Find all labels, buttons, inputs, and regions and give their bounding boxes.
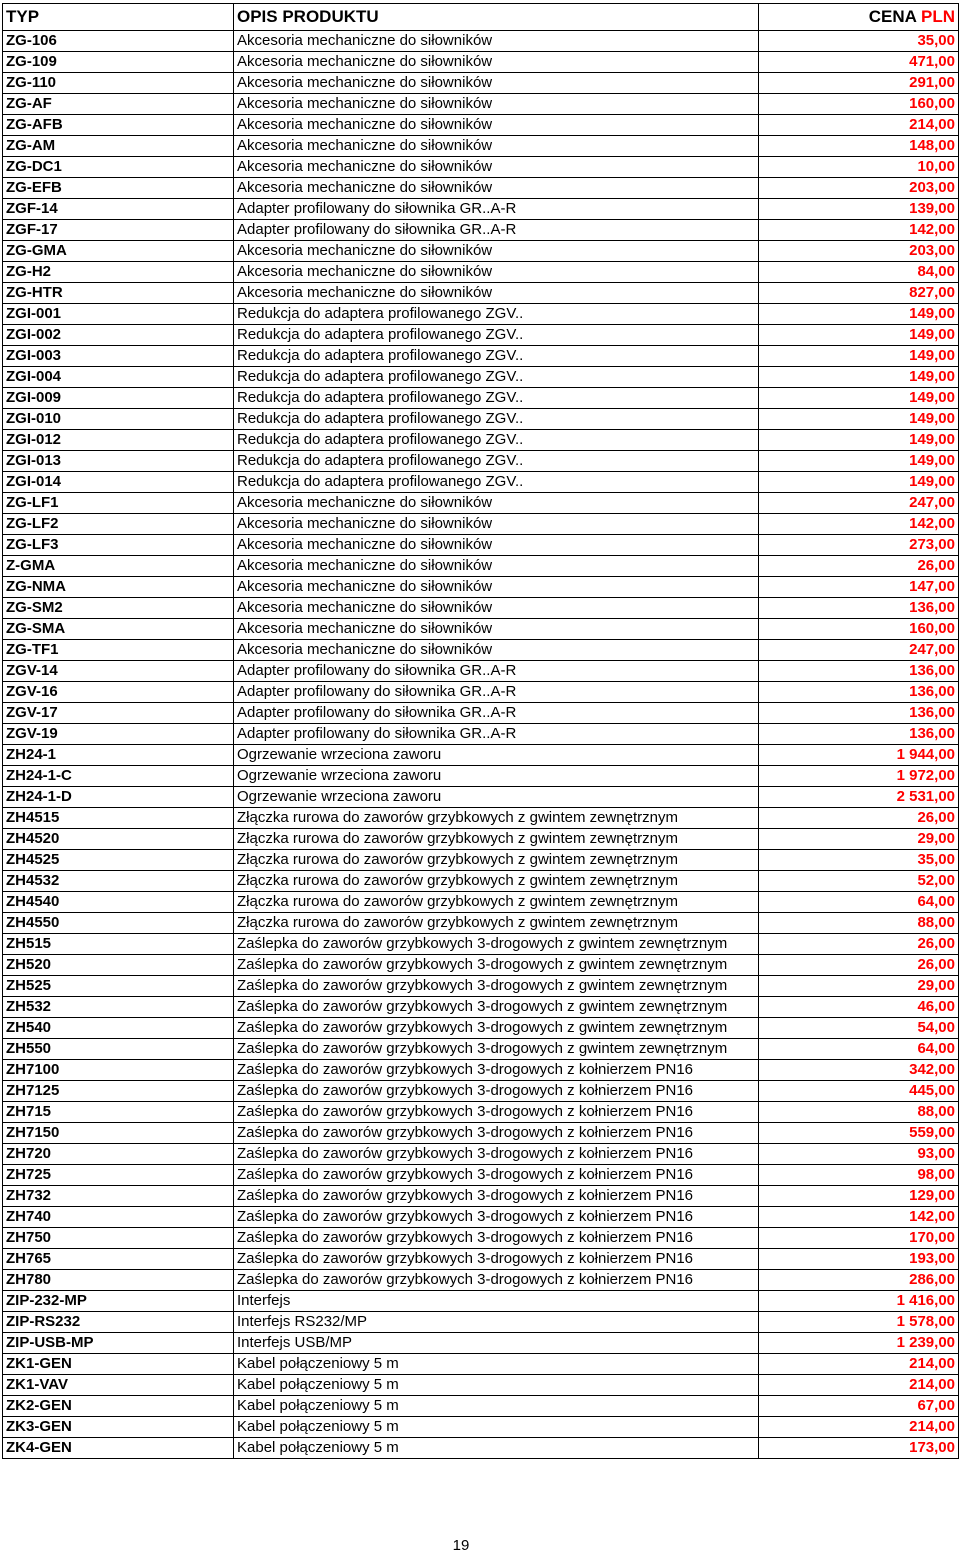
header-cena-label: CENA (868, 7, 917, 26)
cell-opis: Zaślepka do zaworów grzybkowych 3-drogowych z kołnierzem PN16 (234, 1081, 759, 1102)
table-row (3, 178, 959, 199)
cell-opis: Ogrzewanie wrzeciona zaworu (234, 787, 759, 808)
cell-cena: 142,00 (759, 220, 959, 241)
cell-typ: ZH715 (3, 1102, 234, 1123)
cell-opis: Adapter profilowany do siłownika GR..A-R (234, 199, 759, 220)
cell-opis: Zaślepka do zaworów grzybkowych 3-drogowych z gwintem zewnętrznym (234, 955, 759, 976)
table-row (3, 829, 959, 850)
table-row (3, 304, 959, 325)
table-row (3, 871, 959, 892)
header-row (3, 4, 959, 31)
table-row (3, 1312, 959, 1333)
cell-opis: Zaślepka do zaworów grzybkowych 3-drogowych z kołnierzem PN16 (234, 1165, 759, 1186)
table-row (3, 94, 959, 115)
table-row (3, 388, 959, 409)
cell-typ: ZIP-USB-MP (3, 1333, 234, 1354)
page-number: 19 (452, 1537, 470, 1554)
table-row (3, 52, 959, 73)
cell-cena: 445,00 (759, 1081, 959, 1102)
cell-opis: Złączka rurowa do zaworów grzybkowych z gwintem zewnętrznym (234, 829, 759, 850)
table-row (3, 409, 959, 430)
cell-typ: ZG-HTR (3, 283, 234, 304)
cell-opis: Zaślepka do zaworów grzybkowych 3-drogowych z kołnierzem PN16 (234, 1102, 759, 1123)
cell-cena: 136,00 (759, 703, 959, 724)
cell-cena: 149,00 (759, 325, 959, 346)
cell-typ: ZH725 (3, 1165, 234, 1186)
cell-opis: Akcesoria mechaniczne do siłowników (234, 493, 759, 514)
cell-typ: ZGI-013 (3, 451, 234, 472)
cell-typ: ZG-NMA (3, 577, 234, 598)
cell-cena: 29,00 (759, 976, 959, 997)
cell-cena: 149,00 (759, 451, 959, 472)
header-typ: TYP (3, 4, 234, 31)
table-row (3, 1186, 959, 1207)
cell-typ: ZG-H2 (3, 262, 234, 283)
cell-typ: ZH780 (3, 1270, 234, 1291)
cell-opis: Redukcja do adaptera profilowanego ZGV.. (234, 346, 759, 367)
cell-typ: ZH740 (3, 1207, 234, 1228)
cell-cena: 136,00 (759, 724, 959, 745)
cell-typ: ZH765 (3, 1249, 234, 1270)
cell-opis: Zaślepka do zaworów grzybkowych 3-drogowych z kołnierzem PN16 (234, 1123, 759, 1144)
cell-opis: Kabel połączeniowy 5 m (234, 1375, 759, 1396)
cell-opis: Adapter profilowany do siłownika GR..A-R (234, 682, 759, 703)
cell-cena: 147,00 (759, 577, 959, 598)
cell-cena: 149,00 (759, 304, 959, 325)
cell-cena: 93,00 (759, 1144, 959, 1165)
cell-typ: ZH4525 (3, 850, 234, 871)
cell-typ: ZG-AM (3, 136, 234, 157)
cell-typ: ZGI-014 (3, 472, 234, 493)
table-row (3, 514, 959, 535)
cell-typ: ZIP-232-MP (3, 1291, 234, 1312)
cell-opis: Akcesoria mechaniczne do siłowników (234, 640, 759, 661)
table-row (3, 913, 959, 934)
cell-typ: ZG-LF2 (3, 514, 234, 535)
cell-typ: ZG-110 (3, 73, 234, 94)
cell-cena: 84,00 (759, 262, 959, 283)
cell-cena: 136,00 (759, 661, 959, 682)
cell-opis: Akcesoria mechaniczne do siłowników (234, 73, 759, 94)
cell-opis: Akcesoria mechaniczne do siłowników (234, 283, 759, 304)
cell-cena: 149,00 (759, 367, 959, 388)
cell-cena: 149,00 (759, 409, 959, 430)
table-row (3, 1333, 959, 1354)
cell-opis: Zaślepka do zaworów grzybkowych 3-drogowych z gwintem zewnętrznym (234, 1039, 759, 1060)
cell-typ: ZG-LF3 (3, 535, 234, 556)
cell-opis: Interfejs (234, 1291, 759, 1312)
cell-opis: Zaślepka do zaworów grzybkowych 3-drogowych z kołnierzem PN16 (234, 1270, 759, 1291)
cell-cena: 26,00 (759, 934, 959, 955)
cell-cena: 136,00 (759, 682, 959, 703)
table-row (3, 451, 959, 472)
cell-cena: 64,00 (759, 1039, 959, 1060)
table-row (3, 430, 959, 451)
table-row (3, 808, 959, 829)
table-row (3, 346, 959, 367)
cell-opis: Akcesoria mechaniczne do siłowników (234, 598, 759, 619)
table-row (3, 220, 959, 241)
table-row (3, 1207, 959, 1228)
table-row (3, 724, 959, 745)
cell-typ: Z-GMA (3, 556, 234, 577)
cell-opis: Złączka rurowa do zaworów grzybkowych z gwintem zewnętrznym (234, 808, 759, 829)
cell-typ: ZH7125 (3, 1081, 234, 1102)
cell-opis: Redukcja do adaptera profilowanego ZGV.. (234, 472, 759, 493)
cell-opis: Zaślepka do zaworów grzybkowych 3-drogowych z gwintem zewnętrznym (234, 1018, 759, 1039)
cell-opis: Ogrzewanie wrzeciona zaworu (234, 745, 759, 766)
cell-cena: 26,00 (759, 808, 959, 829)
table-row (3, 493, 959, 514)
table-row (3, 640, 959, 661)
cell-cena: 54,00 (759, 1018, 959, 1039)
cell-cena: 160,00 (759, 94, 959, 115)
cell-opis: Akcesoria mechaniczne do siłowników (234, 94, 759, 115)
cell-typ: ZG-AF (3, 94, 234, 115)
cell-opis: Interfejs USB/MP (234, 1333, 759, 1354)
table-row (3, 556, 959, 577)
cell-opis: Adapter profilowany do siłownika GR..A-R (234, 220, 759, 241)
cell-cena: 1 944,00 (759, 745, 959, 766)
cell-typ: ZGV-17 (3, 703, 234, 724)
cell-typ: ZH7100 (3, 1060, 234, 1081)
cell-opis: Akcesoria mechaniczne do siłowników (234, 262, 759, 283)
cell-opis: Akcesoria mechaniczne do siłowników (234, 31, 759, 52)
cell-cena: 26,00 (759, 556, 959, 577)
cell-cena: 35,00 (759, 31, 959, 52)
cell-cena: 149,00 (759, 388, 959, 409)
cell-opis: Redukcja do adaptera profilowanego ZGV.. (234, 325, 759, 346)
cell-cena: 149,00 (759, 346, 959, 367)
cell-typ: ZH24-1-C (3, 766, 234, 787)
cell-cena: 129,00 (759, 1186, 959, 1207)
cell-typ: ZIP-RS232 (3, 1312, 234, 1333)
cell-cena: 291,00 (759, 73, 959, 94)
table-row (3, 535, 959, 556)
cell-cena: 142,00 (759, 514, 959, 535)
cell-opis: Akcesoria mechaniczne do siłowników (234, 619, 759, 640)
cell-opis: Adapter profilowany do siłownika GR..A-R (234, 661, 759, 682)
cell-typ: ZGV-14 (3, 661, 234, 682)
cell-typ: ZG-DC1 (3, 157, 234, 178)
table-row (3, 703, 959, 724)
cell-typ: ZGF-14 (3, 199, 234, 220)
cell-opis: Zaślepka do zaworów grzybkowych 3-drogowych z gwintem zewnętrznym (234, 976, 759, 997)
cell-opis: Adapter profilowany do siłownika GR..A-R (234, 724, 759, 745)
cell-opis: Zaślepka do zaworów grzybkowych 3-drogowych z kołnierzem PN16 (234, 1060, 759, 1081)
cell-opis: Zaślepka do zaworów grzybkowych 3-drogowych z kołnierzem PN16 (234, 1249, 759, 1270)
cell-cena: 98,00 (759, 1165, 959, 1186)
table-row (3, 1123, 959, 1144)
cell-cena: 247,00 (759, 493, 959, 514)
cell-opis: Akcesoria mechaniczne do siłowników (234, 178, 759, 199)
cell-opis: Redukcja do adaptera profilowanego ZGV.. (234, 367, 759, 388)
cell-opis: Redukcja do adaptera profilowanego ZGV.. (234, 430, 759, 451)
cell-cena: 52,00 (759, 871, 959, 892)
cell-cena: 214,00 (759, 1417, 959, 1438)
table-row (3, 850, 959, 871)
cell-opis: Redukcja do adaptera profilowanego ZGV.. (234, 304, 759, 325)
cell-opis: Redukcja do adaptera profilowanego ZGV.. (234, 451, 759, 472)
cell-cena: 1 578,00 (759, 1312, 959, 1333)
table-row (3, 1354, 959, 1375)
cell-typ: ZGI-001 (3, 304, 234, 325)
cell-opis: Akcesoria mechaniczne do siłowników (234, 241, 759, 262)
cell-opis: Redukcja do adaptera profilowanego ZGV.. (234, 409, 759, 430)
table-row (3, 1081, 959, 1102)
cell-typ: ZH540 (3, 1018, 234, 1039)
cell-opis: Akcesoria mechaniczne do siłowników (234, 577, 759, 598)
table-row (3, 241, 959, 262)
cell-cena: 214,00 (759, 1354, 959, 1375)
cell-cena: 559,00 (759, 1123, 959, 1144)
table-row (3, 1039, 959, 1060)
cell-cena: 35,00 (759, 850, 959, 871)
cell-typ: ZG-106 (3, 31, 234, 52)
cell-cena: 1 416,00 (759, 1291, 959, 1312)
cell-cena: 149,00 (759, 472, 959, 493)
table-row (3, 1102, 959, 1123)
table-row (3, 1375, 959, 1396)
cell-opis: Złączka rurowa do zaworów grzybkowych z gwintem zewnętrznym (234, 850, 759, 871)
cell-typ: ZG-SM2 (3, 598, 234, 619)
cell-opis: Zaślepka do zaworów grzybkowych 3-drogowych z gwintem zewnętrznym (234, 934, 759, 955)
cell-opis: Akcesoria mechaniczne do siłowników (234, 136, 759, 157)
cell-cena: 247,00 (759, 640, 959, 661)
cell-cena: 2 531,00 (759, 787, 959, 808)
cell-typ: ZGV-19 (3, 724, 234, 745)
cell-cena: 827,00 (759, 283, 959, 304)
cell-typ: ZG-GMA (3, 241, 234, 262)
table-row (3, 1060, 959, 1081)
cell-opis: Złączka rurowa do zaworów grzybkowych z gwintem zewnętrznym (234, 871, 759, 892)
table-row (3, 1396, 959, 1417)
cell-opis: Akcesoria mechaniczne do siłowników (234, 157, 759, 178)
cell-cena: 203,00 (759, 178, 959, 199)
cell-typ: ZH7150 (3, 1123, 234, 1144)
cell-cena: 1 239,00 (759, 1333, 959, 1354)
cell-opis: Kabel połączeniowy 5 m (234, 1354, 759, 1375)
table-row (3, 1165, 959, 1186)
cell-opis: Interfejs RS232/MP (234, 1312, 759, 1333)
cell-typ: ZGV-16 (3, 682, 234, 703)
cell-typ: ZGI-012 (3, 430, 234, 451)
cell-cena: 214,00 (759, 1375, 959, 1396)
table-row (3, 367, 959, 388)
cell-opis: Zaślepka do zaworów grzybkowych 3-drogowych z gwintem zewnętrznym (234, 997, 759, 1018)
cell-cena: 88,00 (759, 1102, 959, 1123)
cell-cena: 46,00 (759, 997, 959, 1018)
cell-cena: 148,00 (759, 136, 959, 157)
cell-typ: ZH525 (3, 976, 234, 997)
table-row (3, 577, 959, 598)
table-row (3, 997, 959, 1018)
cell-typ: ZGF-17 (3, 220, 234, 241)
cell-cena: 214,00 (759, 115, 959, 136)
cell-cena: 139,00 (759, 199, 959, 220)
cell-opis: Złączka rurowa do zaworów grzybkowych z gwintem zewnętrznym (234, 913, 759, 934)
table-row (3, 934, 959, 955)
table-row (3, 325, 959, 346)
cell-opis: Zaślepka do zaworów grzybkowych 3-drogowych z kołnierzem PN16 (234, 1228, 759, 1249)
cell-typ: ZG-EFB (3, 178, 234, 199)
cell-typ: ZGI-009 (3, 388, 234, 409)
cell-opis: Złączka rurowa do zaworów grzybkowych z gwintem zewnętrznym (234, 892, 759, 913)
cell-typ: ZH550 (3, 1039, 234, 1060)
cell-opis: Akcesoria mechaniczne do siłowników (234, 52, 759, 73)
table-row (3, 682, 959, 703)
header-cena (759, 4, 959, 31)
cell-cena: 67,00 (759, 1396, 959, 1417)
cell-cena: 193,00 (759, 1249, 959, 1270)
cell-opis: Zaślepka do zaworów grzybkowych 3-drogowych z kołnierzem PN16 (234, 1186, 759, 1207)
cell-typ: ZH750 (3, 1228, 234, 1249)
table-row (3, 1144, 959, 1165)
cell-typ: ZH4515 (3, 808, 234, 829)
cell-cena: 64,00 (759, 892, 959, 913)
cell-cena: 142,00 (759, 1207, 959, 1228)
table-row (3, 1438, 959, 1459)
cell-opis: Ogrzewanie wrzeciona zaworu (234, 766, 759, 787)
cell-opis: Zaślepka do zaworów grzybkowych 3-drogowych z kołnierzem PN16 (234, 1207, 759, 1228)
cell-opis: Redukcja do adaptera profilowanego ZGV.. (234, 388, 759, 409)
table-row (3, 1018, 959, 1039)
table-row (3, 745, 959, 766)
table-row (3, 892, 959, 913)
cell-cena: 88,00 (759, 913, 959, 934)
table-row (3, 976, 959, 997)
table-row (3, 283, 959, 304)
table-row (3, 1270, 959, 1291)
cell-typ: ZH4520 (3, 829, 234, 850)
cell-typ: ZGI-002 (3, 325, 234, 346)
cell-opis: Zaślepka do zaworów grzybkowych 3-drogowych z kołnierzem PN16 (234, 1144, 759, 1165)
cell-cena: 173,00 (759, 1438, 959, 1459)
cell-opis: Akcesoria mechaniczne do siłowników (234, 514, 759, 535)
cell-cena: 471,00 (759, 52, 959, 73)
cell-typ: ZK3-GEN (3, 1417, 234, 1438)
cell-cena: 170,00 (759, 1228, 959, 1249)
cell-typ: ZH24-1-D (3, 787, 234, 808)
cell-cena: 29,00 (759, 829, 959, 850)
cell-typ: ZH4550 (3, 913, 234, 934)
cell-typ: ZK1-VAV (3, 1375, 234, 1396)
table-row (3, 115, 959, 136)
table-row (3, 787, 959, 808)
cell-opis: Kabel połączeniowy 5 m (234, 1438, 759, 1459)
table-row (3, 262, 959, 283)
cell-typ: ZGI-010 (3, 409, 234, 430)
cell-opis: Kabel połączeniowy 5 m (234, 1417, 759, 1438)
table-row (3, 1228, 959, 1249)
table-row (3, 598, 959, 619)
cell-typ: ZH532 (3, 997, 234, 1018)
cell-typ: ZH520 (3, 955, 234, 976)
cell-typ: ZG-LF1 (3, 493, 234, 514)
table-row (3, 1291, 959, 1312)
table-row (3, 157, 959, 178)
cell-typ: ZK1-GEN (3, 1354, 234, 1375)
table-row (3, 136, 959, 157)
cell-cena: 1 972,00 (759, 766, 959, 787)
table-row (3, 661, 959, 682)
cell-typ: ZGI-004 (3, 367, 234, 388)
cell-cena: 136,00 (759, 598, 959, 619)
header-currency: PLN (921, 7, 955, 26)
cell-typ: ZG-SMA (3, 619, 234, 640)
cell-cena: 10,00 (759, 157, 959, 178)
cell-typ: ZK4-GEN (3, 1438, 234, 1459)
table-row (3, 1417, 959, 1438)
cell-cena: 203,00 (759, 241, 959, 262)
table-row (3, 1249, 959, 1270)
cell-opis: Adapter profilowany do siłownika GR..A-R (234, 703, 759, 724)
cell-typ: ZGI-003 (3, 346, 234, 367)
cell-typ: ZG-109 (3, 52, 234, 73)
cell-typ: ZH720 (3, 1144, 234, 1165)
table-row (3, 199, 959, 220)
cell-opis: Kabel połączeniowy 5 m (234, 1396, 759, 1417)
table-row (3, 31, 959, 52)
cell-typ: ZH4540 (3, 892, 234, 913)
table-row (3, 766, 959, 787)
cell-typ: ZK2-GEN (3, 1396, 234, 1417)
cell-cena: 342,00 (759, 1060, 959, 1081)
cell-typ: ZG-TF1 (3, 640, 234, 661)
cell-typ: ZH732 (3, 1186, 234, 1207)
table-row (3, 619, 959, 640)
cell-typ: ZH4532 (3, 871, 234, 892)
cell-cena: 26,00 (759, 955, 959, 976)
cell-cena: 286,00 (759, 1270, 959, 1291)
header-opis: OPIS PRODUKTU (234, 4, 759, 31)
cell-cena: 160,00 (759, 619, 959, 640)
cell-typ: ZH515 (3, 934, 234, 955)
cell-typ: ZG-AFB (3, 115, 234, 136)
cell-cena: 273,00 (759, 535, 959, 556)
cell-cena: 149,00 (759, 430, 959, 451)
cell-typ: ZH24-1 (3, 745, 234, 766)
cell-opis: Akcesoria mechaniczne do siłowników (234, 556, 759, 577)
table-row (3, 955, 959, 976)
price-table (2, 3, 959, 1459)
table-row (3, 73, 959, 94)
table-row (3, 472, 959, 493)
cell-opis: Akcesoria mechaniczne do siłowników (234, 535, 759, 556)
cell-opis: Akcesoria mechaniczne do siłowników (234, 115, 759, 136)
